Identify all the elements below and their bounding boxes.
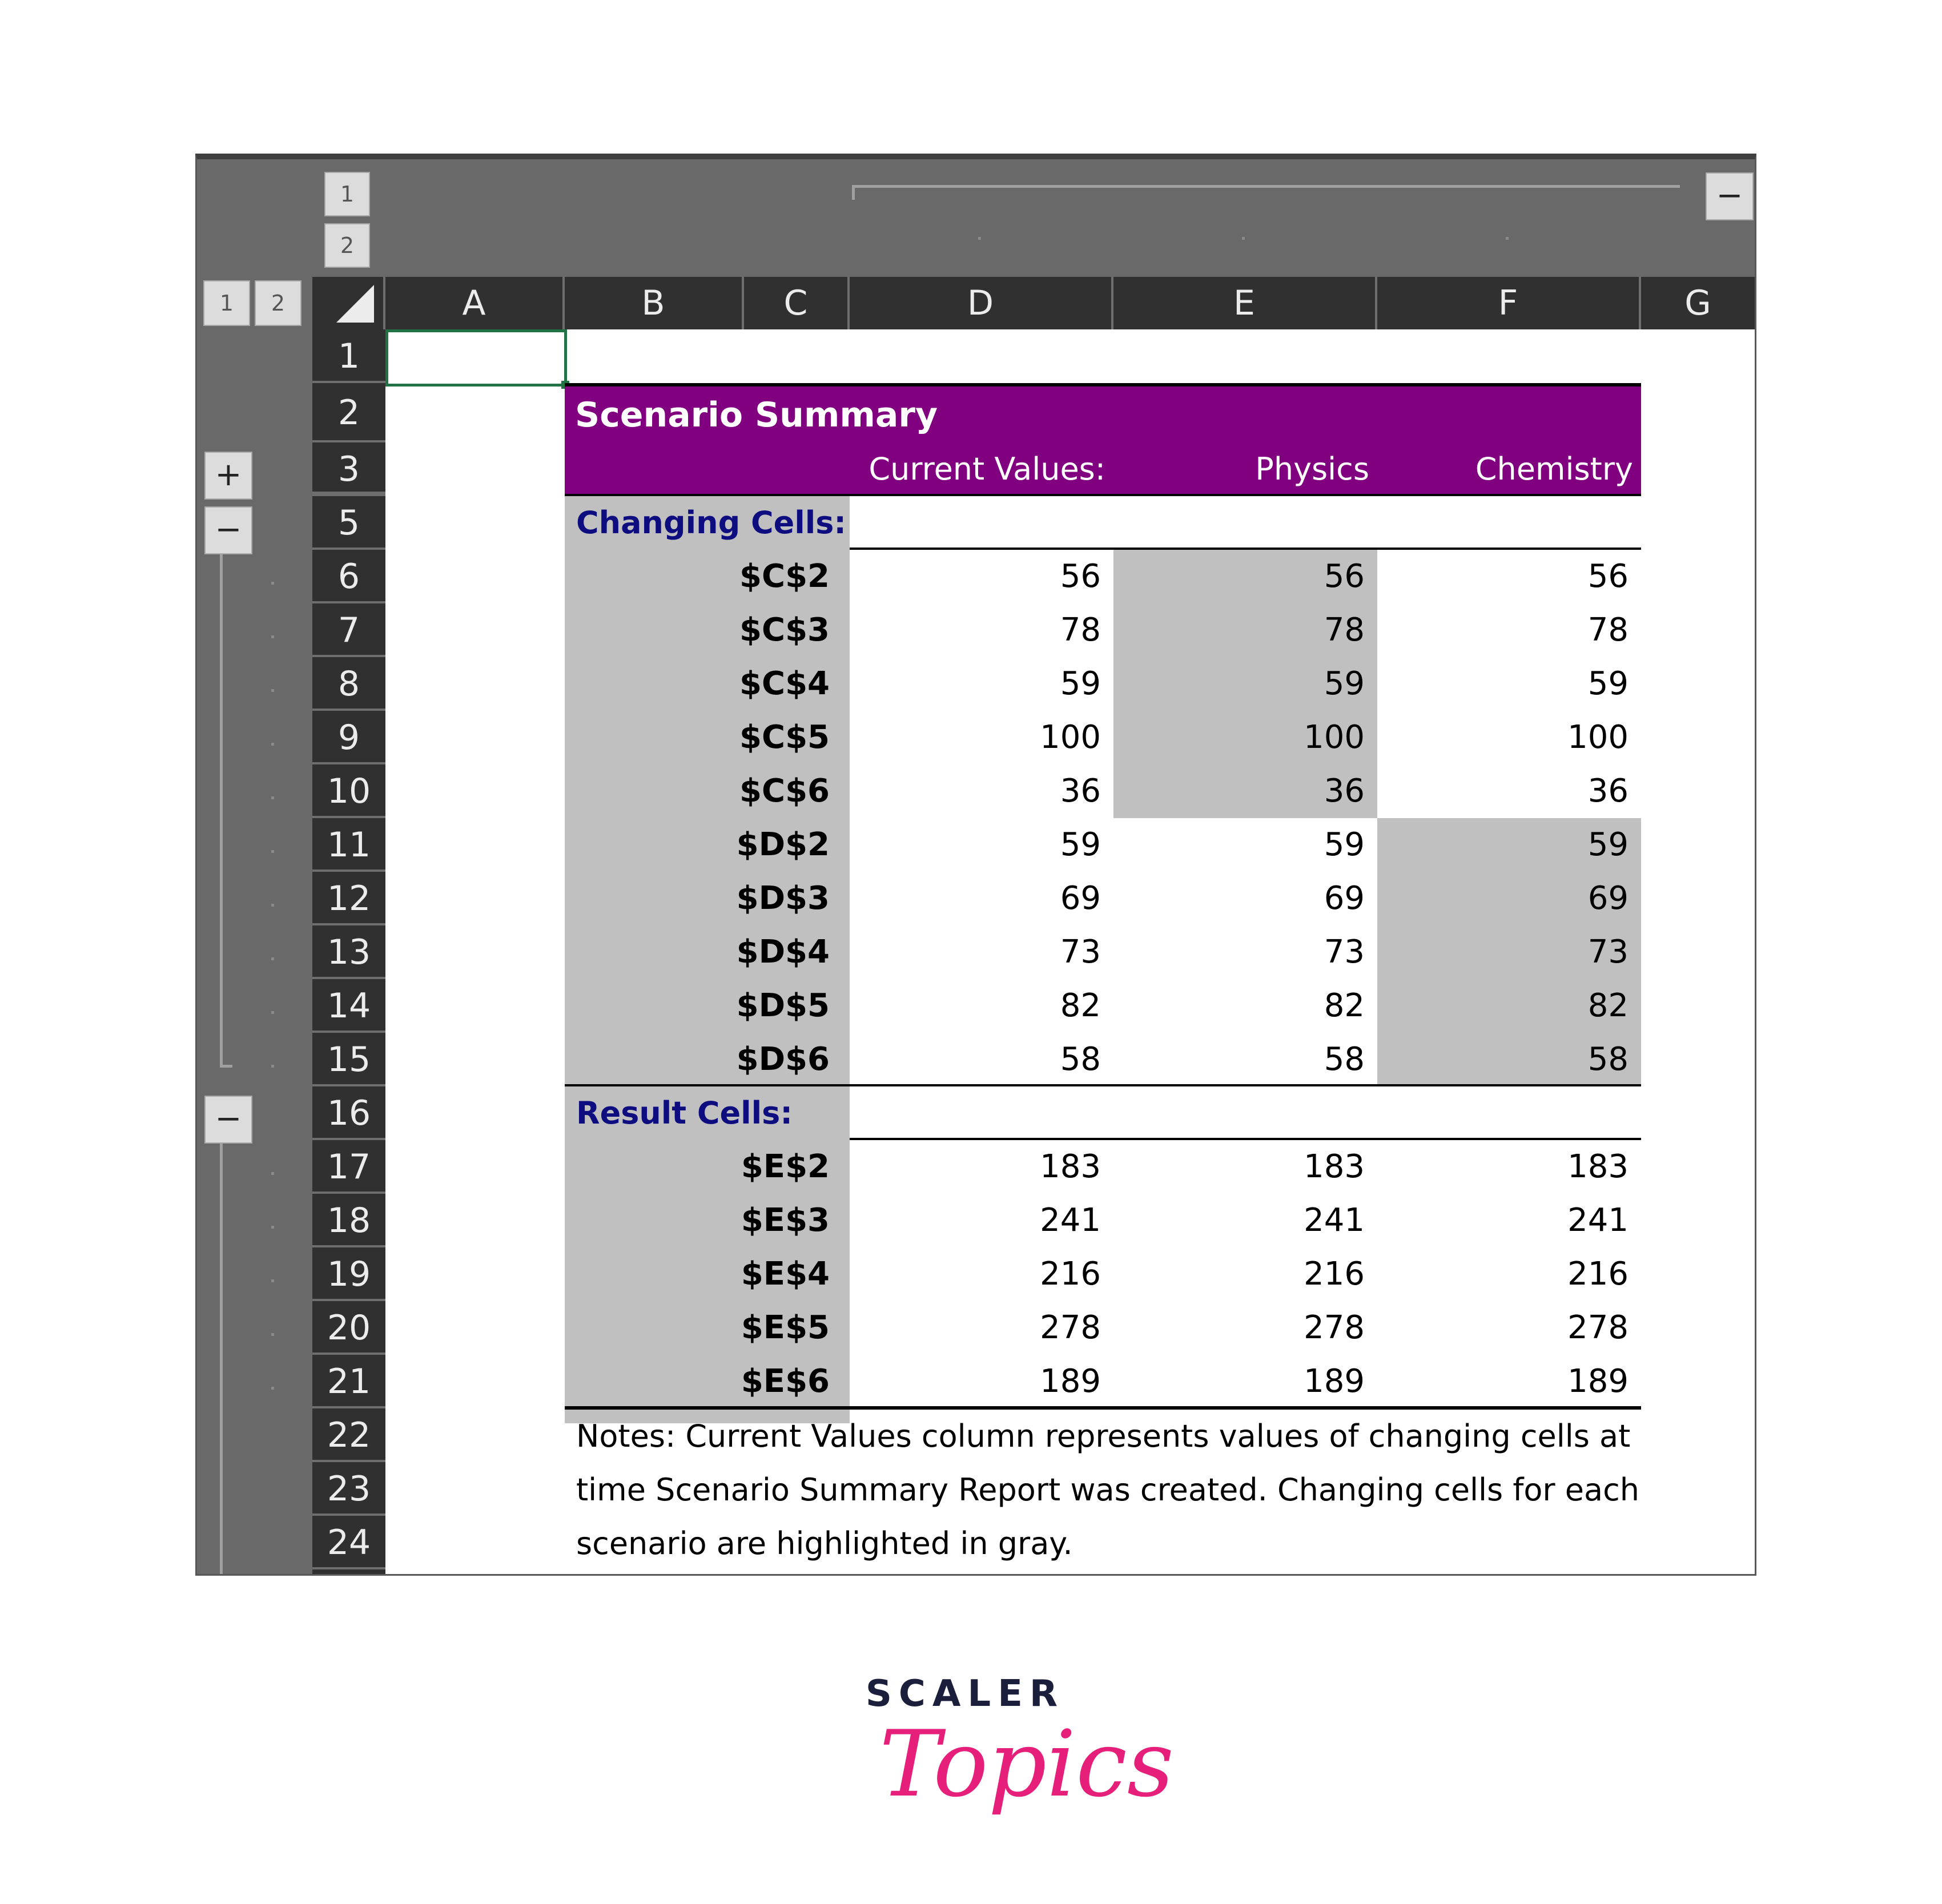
- physics-value: 241: [1304, 1202, 1365, 1239]
- column-header-a[interactable]: A: [385, 277, 565, 329]
- row-label: $E$4: [741, 1255, 830, 1293]
- chemistry-value: 100: [1567, 719, 1629, 756]
- column-collapse-button[interactable]: −: [1706, 172, 1754, 220]
- row-label: $C$5: [739, 719, 830, 756]
- column-header-c[interactable]: C: [744, 277, 850, 329]
- column-level-1-button[interactable]: 1: [324, 172, 370, 216]
- current-value: 58: [1060, 1041, 1101, 1078]
- physics-value: 278: [1304, 1309, 1365, 1346]
- notes-line-1: Notes: Current Values column represents values of changing cells at: [576, 1418, 1631, 1454]
- current-value: 216: [1040, 1255, 1101, 1293]
- chemistry-value: 36: [1587, 772, 1629, 810]
- current-value: 36: [1060, 772, 1101, 810]
- row-header-12[interactable]: 12: [312, 872, 385, 925]
- selected-cell-a1[interactable]: [385, 329, 567, 387]
- chemistry-value: 56: [1587, 558, 1629, 595]
- column-header-g[interactable]: G: [1641, 277, 1755, 329]
- chemistry-value: 59: [1587, 665, 1629, 702]
- chemistry-value: 73: [1587, 933, 1629, 971]
- column-group-bracket-end: [852, 185, 855, 200]
- row-header-15[interactable]: 15: [312, 1033, 385, 1086]
- row-label: $D$5: [736, 987, 830, 1024]
- current-value: 69: [1060, 880, 1101, 917]
- physics-value: 82: [1324, 987, 1365, 1024]
- select-all-corner[interactable]: [312, 277, 385, 329]
- row-label: $E$3: [741, 1202, 830, 1239]
- column-header-e[interactable]: E: [1113, 277, 1377, 329]
- row-outline-dot: [271, 1333, 274, 1336]
- row-header-21[interactable]: 21: [312, 1355, 385, 1408]
- column-header-f[interactable]: F: [1377, 277, 1641, 329]
- row-group-bracket-2-end: [220, 1575, 232, 1576]
- row-header-23[interactable]: 23: [312, 1462, 385, 1516]
- select-all-triangle-icon: [312, 277, 383, 329]
- notes-line-3: scenario are highlighted in gray.: [576, 1525, 1073, 1561]
- brand-topics-text: Topics: [879, 1710, 1174, 1817]
- row-header-2[interactable]: 2: [312, 383, 385, 442]
- row-header-1[interactable]: 1: [312, 329, 385, 383]
- current-value: 241: [1040, 1202, 1101, 1239]
- row-outline-dot: [271, 1387, 274, 1390]
- row-header-11[interactable]: 11: [312, 818, 385, 872]
- current-value: 189: [1040, 1363, 1101, 1400]
- row-header-18[interactable]: 18: [312, 1194, 385, 1247]
- physics-value: 78: [1324, 611, 1365, 649]
- row-label: $C$6: [739, 772, 830, 810]
- physics-value: 56: [1324, 558, 1365, 595]
- chemistry-value: 183: [1567, 1148, 1629, 1185]
- header-physics: Physics: [1255, 451, 1369, 487]
- row-label: $D$2: [736, 826, 830, 863]
- row-header-17[interactable]: 17: [312, 1140, 385, 1194]
- row-header-19[interactable]: 19: [312, 1247, 385, 1301]
- row-header-20[interactable]: 20: [312, 1301, 385, 1355]
- current-value: 100: [1040, 719, 1101, 756]
- physics-value: 58: [1324, 1041, 1365, 1078]
- column-header-d[interactable]: D: [850, 277, 1113, 329]
- current-value: 59: [1060, 826, 1101, 863]
- row-label: $C$3: [739, 611, 830, 649]
- column-outline-dot: [1506, 237, 1509, 240]
- row-label: $C$2: [739, 558, 830, 595]
- header-chemistry: Chemistry: [1475, 451, 1633, 487]
- row-outline-dot: [271, 582, 274, 585]
- row-header-8[interactable]: 8: [312, 657, 385, 711]
- row-outline-dot: [271, 1172, 274, 1175]
- row-outline-dot: [271, 1226, 274, 1229]
- current-value: 73: [1060, 933, 1101, 971]
- row-label: $D$4: [736, 933, 830, 971]
- column-outline-bar: [197, 159, 1755, 277]
- current-value: 82: [1060, 987, 1101, 1024]
- row-outline-dot: [271, 957, 274, 960]
- physics-value: 100: [1304, 719, 1365, 756]
- result-cells-label: Result Cells:: [576, 1095, 793, 1131]
- row-group-bracket-1: [220, 554, 223, 1067]
- current-value: 183: [1040, 1148, 1101, 1185]
- row-header-10[interactable]: 10: [312, 764, 385, 818]
- column-group-bracket: [852, 185, 1680, 188]
- chemistry-value: 78: [1587, 611, 1629, 649]
- physics-value: 73: [1324, 933, 1365, 971]
- row-outline-dot: [271, 635, 274, 638]
- column-outline-dot: [978, 237, 981, 240]
- row-header-14[interactable]: 14: [312, 979, 385, 1033]
- row-outline-dot: [271, 689, 274, 692]
- chemistry-value: 82: [1587, 987, 1629, 1024]
- chemistry-value: 58: [1587, 1041, 1629, 1078]
- physics-value: 59: [1324, 826, 1365, 863]
- row-outline-dot: [271, 1065, 274, 1068]
- chemistry-value: 59: [1587, 826, 1629, 863]
- column-outline-dot: [1242, 237, 1245, 240]
- physics-value: 59: [1324, 665, 1365, 702]
- chemistry-value: 216: [1567, 1255, 1629, 1293]
- header-current-values: Current Values:: [869, 451, 1105, 487]
- current-value: 278: [1040, 1309, 1101, 1346]
- row-outline-dot: [271, 904, 274, 907]
- row-expand-button[interactable]: +: [204, 452, 252, 500]
- changing-cells-label: Changing Cells:: [576, 505, 847, 541]
- row-label: $D$6: [736, 1041, 830, 1078]
- row-label: $E$6: [741, 1363, 830, 1400]
- row-collapse-button-2[interactable]: −: [204, 1096, 252, 1144]
- row-header-5[interactable]: 5: [312, 496, 385, 550]
- current-value: 56: [1060, 558, 1101, 595]
- row-header-7[interactable]: 7: [312, 603, 385, 657]
- row-header-3[interactable]: 3: [312, 442, 385, 496]
- row-header-16[interactable]: 16: [312, 1086, 385, 1140]
- physics-value: 69: [1324, 880, 1365, 917]
- chemistry-value: 278: [1567, 1309, 1629, 1346]
- current-value: 78: [1060, 611, 1101, 649]
- spreadsheet-window: [195, 154, 1756, 1576]
- physics-value: 189: [1304, 1363, 1365, 1400]
- chemistry-value: 241: [1567, 1202, 1629, 1239]
- chemistry-value: 189: [1567, 1363, 1629, 1400]
- row-group-bracket-1-end: [220, 1065, 232, 1068]
- chemistry-value: 69: [1587, 880, 1629, 917]
- current-value: 59: [1060, 665, 1101, 702]
- brand-scaler-text: SCALER: [865, 1673, 1065, 1715]
- row-group-bracket-2: [220, 1144, 223, 1576]
- physics-value: 216: [1304, 1255, 1365, 1293]
- column-level-2-button[interactable]: 2: [324, 223, 370, 268]
- row-label: $D$3: [736, 880, 830, 917]
- row-outline-dot: [271, 1011, 274, 1014]
- row-outline-dot: [271, 796, 274, 799]
- row-level-1-button[interactable]: 1: [203, 280, 250, 326]
- row-outline-dot: [271, 850, 274, 853]
- summary-title: Scenario Summary: [575, 395, 938, 435]
- notes-line-2: time Scenario Summary Report was created. Changing cells for each: [576, 1472, 1639, 1508]
- row-label: $E$2: [741, 1148, 830, 1185]
- row-header-22[interactable]: 22: [312, 1408, 385, 1462]
- row-header-24[interactable]: 24: [312, 1516, 385, 1569]
- row-outline-dot: [271, 743, 274, 746]
- column-header-b[interactable]: B: [565, 277, 744, 329]
- row-collapse-button-1[interactable]: −: [204, 506, 252, 554]
- row-header-9[interactable]: 9: [312, 711, 385, 764]
- row-header-13[interactable]: 13: [312, 925, 385, 979]
- physics-value: 36: [1324, 772, 1365, 810]
- row-outline-dot: [271, 1279, 274, 1282]
- physics-value: 183: [1304, 1148, 1365, 1185]
- row-header-6[interactable]: 6: [312, 550, 385, 603]
- row-level-2-button[interactable]: 2: [255, 280, 301, 326]
- row-label: $E$5: [741, 1309, 830, 1346]
- row-label: $C$4: [739, 665, 830, 702]
